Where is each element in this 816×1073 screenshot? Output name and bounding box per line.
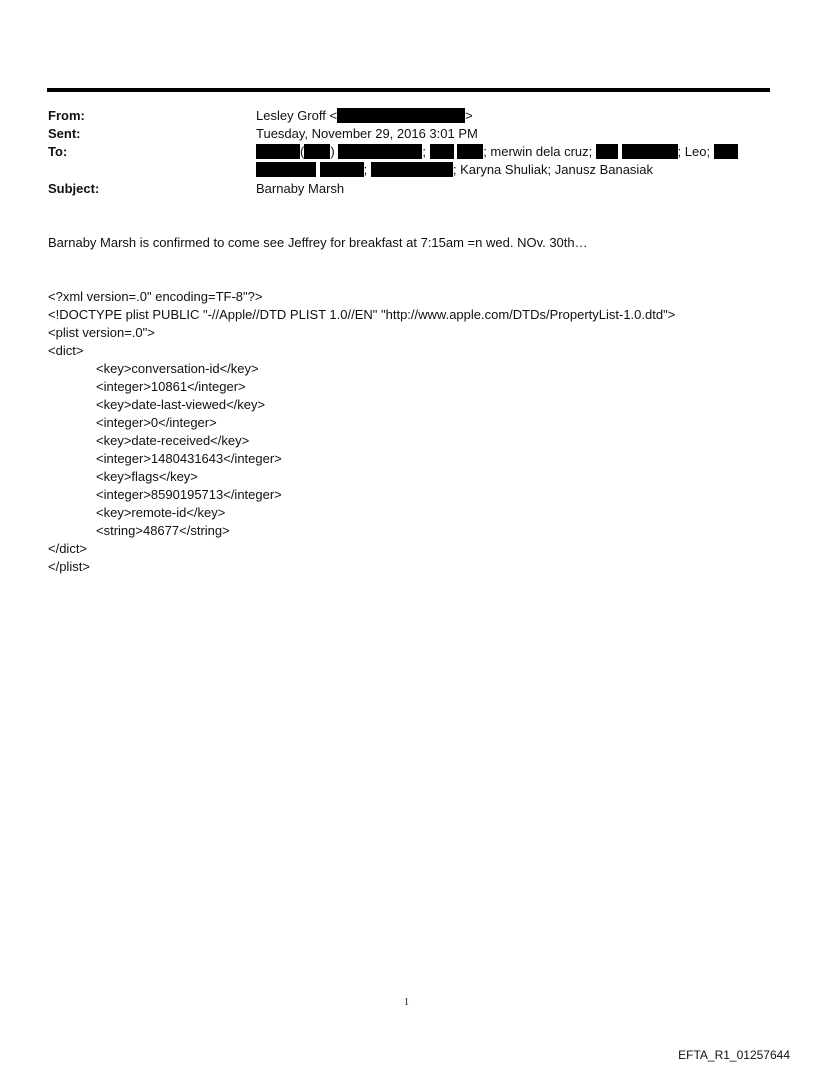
xml-line: <key>flags</key> bbox=[96, 469, 198, 484]
xml-line: <key>date-last-viewed</key> bbox=[96, 397, 266, 412]
to-value-line1 bbox=[256, 144, 738, 159]
subject-value: Barnaby Marsh bbox=[256, 181, 345, 196]
from-value bbox=[256, 108, 473, 123]
xml-line: <key>date-received</key> bbox=[96, 433, 250, 448]
to-text: ; Karyna Shuliak; Janusz Banasiak bbox=[452, 162, 654, 177]
from-close: > bbox=[465, 108, 473, 123]
xml-line: <integer>8590195713</integer> bbox=[96, 487, 282, 502]
to-value-line2 bbox=[256, 162, 653, 177]
redaction-block bbox=[714, 144, 738, 159]
redaction-block bbox=[596, 144, 618, 159]
xml-line: </plist> bbox=[48, 559, 90, 574]
xml-line: </dict> bbox=[48, 541, 88, 556]
redaction-block bbox=[430, 144, 454, 159]
redaction-block bbox=[304, 144, 330, 159]
xml-line: <string>48677</string> bbox=[96, 523, 230, 538]
to-text: ; bbox=[363, 162, 368, 177]
xml-line: <integer>0</integer> bbox=[96, 415, 217, 430]
xml-line: <!DOCTYPE plist PUBLIC "-//Apple//DTD PLIST 1.0//EN" "http://www.apple.com/DTDs/PropertyList-1.0.dtd"> bbox=[48, 307, 676, 322]
to-text: ( bbox=[300, 144, 305, 159]
redaction-block bbox=[337, 108, 465, 123]
sent-value: Tuesday, November 29, 2016 3:01 PM bbox=[256, 126, 478, 141]
message-body: Barnaby Marsh is confirmed to come see Jeffrey for breakfast at 7:15am =n wed. NOv. 30th… bbox=[48, 235, 588, 250]
page-number: 1 bbox=[404, 997, 409, 1008]
redaction-block bbox=[256, 144, 300, 159]
xml-line: <key>remote-id</key> bbox=[96, 505, 226, 520]
subject-label: Subject: bbox=[48, 181, 100, 196]
redaction-block bbox=[457, 144, 483, 159]
to-text: ) bbox=[330, 144, 335, 159]
xml-line: <key>conversation-id</key> bbox=[96, 361, 259, 376]
to-text: ; bbox=[422, 144, 426, 159]
to-text: ; Leo; bbox=[677, 144, 711, 159]
redaction-block bbox=[371, 162, 453, 177]
from-name: Lesley Groff < bbox=[256, 108, 338, 123]
to-text: ; merwin dela cruz; bbox=[483, 144, 593, 159]
bates-number: EFTA_R1_01257644 bbox=[678, 1048, 790, 1062]
redaction-block bbox=[320, 162, 364, 177]
sent-label: Sent: bbox=[48, 126, 81, 141]
to-label: To: bbox=[48, 144, 68, 159]
xml-line: <integer>1480431643</integer> bbox=[96, 451, 282, 466]
xml-line: <integer>10861</integer> bbox=[96, 379, 246, 394]
redaction-block bbox=[622, 144, 678, 159]
header-rule bbox=[47, 88, 770, 92]
from-label: From: bbox=[48, 108, 85, 123]
redaction-block bbox=[256, 162, 316, 177]
redaction-block bbox=[338, 144, 422, 159]
xml-line: <plist version=.0"> bbox=[48, 325, 155, 340]
xml-line: <?xml version=.0" encoding=TF-8"?> bbox=[48, 289, 263, 304]
xml-line: <dict> bbox=[48, 343, 84, 358]
